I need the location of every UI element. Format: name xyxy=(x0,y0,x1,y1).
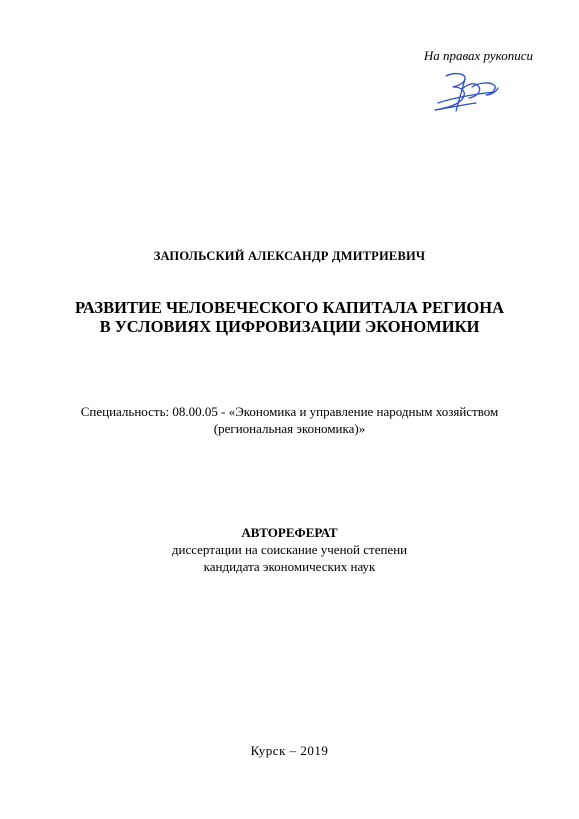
city-year: Курск – 2019 xyxy=(250,743,329,758)
title-line-1: РАЗВИТИЕ ЧЕЛОВЕЧЕСКОГО КАПИТАЛА РЕГИОНА xyxy=(74,298,505,317)
specialty-line-1: Специальность: 08.00.05 - «Экономика и управление народным хозяйством xyxy=(80,404,499,419)
abstract-heading: АВТОРЕФЕРАТ xyxy=(241,525,338,540)
specialty-text xyxy=(0,403,579,437)
specialty-line-2: (региональная экономика)» xyxy=(213,421,366,436)
degree-description xyxy=(0,541,579,575)
dissertation-title xyxy=(0,298,579,336)
handwritten-signature xyxy=(432,70,502,115)
author-name: ЗАПОЛЬСКИЙ АЛЕКСАНДР ДМИТРИЕВИЧ xyxy=(153,249,426,263)
degree-line-1: диссертации на соискание ученой степени xyxy=(171,542,408,557)
title-line-2: В УСЛОВИЯХ ЦИФРОВИЗАЦИИ ЭКОНОМИКИ xyxy=(99,317,480,336)
degree-line-2: кандидата экономических наук xyxy=(203,559,376,574)
manuscript-rights-note: На правах рукописи xyxy=(423,48,533,63)
